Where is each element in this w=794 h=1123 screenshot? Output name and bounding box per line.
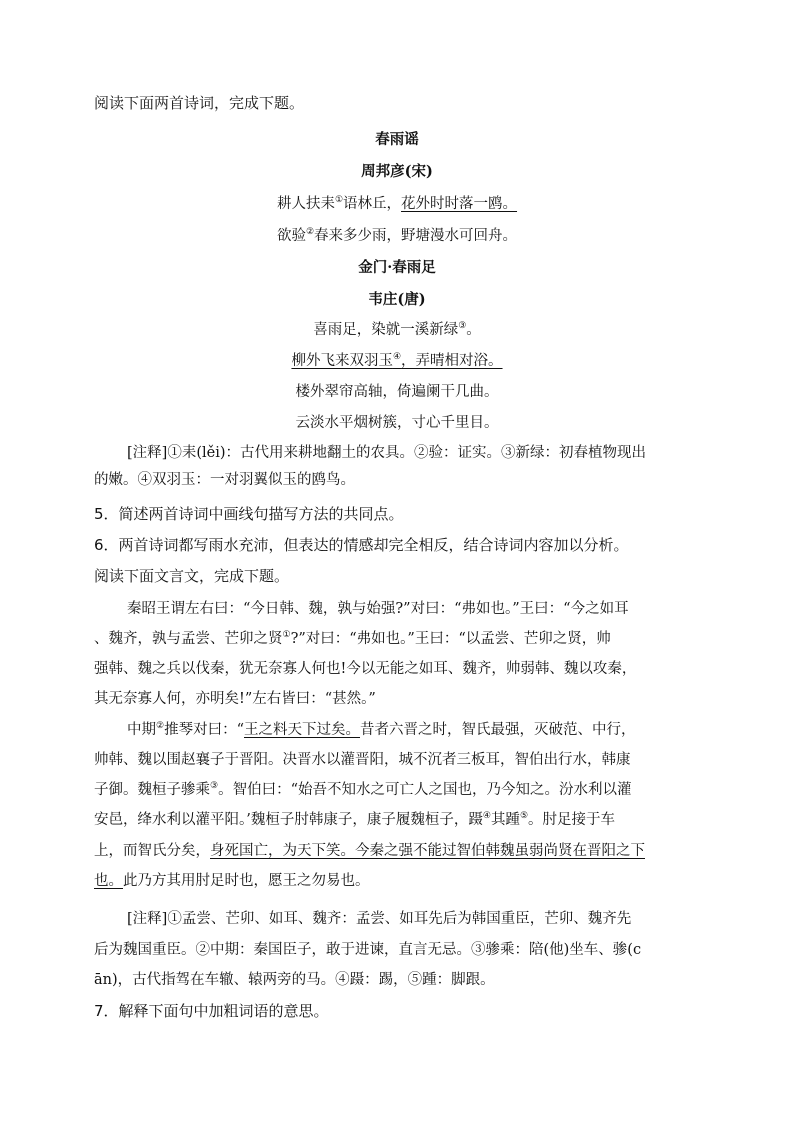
text-segment: 昔者六晋之时，智氏最强，灭破范、中行， [360,722,636,738]
footnote-marker: ① [282,630,291,641]
text-segment: 上，而智氏分矣， [94,843,210,859]
text-segment: 。 [466,322,481,338]
poem2-line2 [0,349,794,370]
prose-para2-line4 [94,808,615,829]
prose-para2-line2: 帅韩、魏以围赵襄子于晋阳。决晋水以灌晋阳，城不沉者三板耳，智伯出行水，韩康 [94,752,631,768]
poem2-line1 [0,318,794,339]
poem1-line2 [0,224,794,245]
poem1-author: 周邦彦(宋) [361,163,433,180]
prose-notes-line3: ān)，古代指驾在车辙、辕两旁的马。④蹑：踢，⑤踵：脚跟。 [94,972,495,988]
question-6: 6．两首诗词都写雨水充沛，但表达的情感却完全相反，结合诗词内容加以分析。 [94,536,629,554]
poem2-title: 金门·春雨足 [358,259,436,276]
text-segment: ，弄晴相对浴。 [401,353,503,369]
underlined-sentence: 也。 [94,873,123,889]
question-5: 5．简述两首诗词中画线句描写方法的共同点。 [94,505,404,523]
text-segment: 语林丘， [343,196,402,212]
underlined-line [291,353,502,369]
prose-para2-line5 [94,839,645,860]
poem2-author: 韦庄(唐) [368,291,426,308]
poem-notes-line1: [注释]①耒(lěi)：古代用来耕地翻土的农具。②验：证实。③新绿：初春植物现出 [127,445,646,461]
text-segment: 推琴对曰：“ [164,722,244,738]
footnote-marker: ③ [458,321,467,332]
underlined-sentence: 王之料天下过矣。 [244,722,360,738]
poem2-line4: 云淡水平烟树簇，寸心千里目。 [295,415,499,431]
question-7: 7．解释下面句中加粗词语的意思。 [94,1002,329,1020]
text-segment: 喜雨足，染就一溪新绿 [313,322,459,338]
prose-para1-line4: 其无奈寡人何，亦明矣!”左右皆曰：“甚然。” [94,691,376,707]
prose-notes-line1: [注释]①孟尝、芒卯、如耳、魏齐：孟尝、如耳先后为韩国重臣，芒卯、魏齐先 [127,911,632,927]
underlined-line: 花外时时落一鸥。 [401,196,518,212]
text-segment: 。智伯曰：“始吾不知水之可亡人之国也，乃今知之。汾水利以灌 [218,782,632,798]
footnote-marker: ① [334,195,344,206]
footnote-marker: ④ [482,811,491,822]
prose-para1-line1: 秦昭王谓左右曰：“今日韩、魏，孰与始强?”对曰：“弗如也。”王曰：“今之如耳 [127,601,629,617]
text-segment: 春来多少雨，野塘漫水可回舟。 [314,228,518,244]
prose-para1-line3: 强韩、魏之兵以伐秦，犹无奈寡人何也!今以无能之如耳、魏齐，帅弱韩、魏以攻秦， [94,661,637,677]
prose-para2-line6 [94,869,370,890]
poem1-title: 春雨谣 [375,131,419,148]
text-segment: 、魏齐，孰与孟尝、芒卯之贤 [94,631,283,647]
text-segment: 。肘足接于车 [528,812,616,828]
poem-section-intro: 阅读下面两首诗词，完成下题。 [94,94,305,112]
text-segment: 子御。魏桓子骖乘 [94,782,210,798]
footnote-marker: ② [156,721,165,732]
text-segment: 柳外飞来双羽玉 [291,353,393,369]
text-segment: 其踵 [490,812,520,828]
poem-notes-line2: 的嫩。④双羽玉：一对羽翼似玉的鸥鸟。 [94,472,355,488]
footnote-marker: ④ [392,352,402,363]
underlined-sentence: 身死国亡，为天下笑。今秦之强不能过智伯韩魏虽弱尚贤在晋阳之下 [210,843,645,859]
text-segment: 耕人扶耒 [276,196,335,212]
prose-para2-line1 [127,718,636,739]
text-segment: ?”对曰：“弗如也。”王曰：“以孟尝、芒卯之贤，帅 [290,631,611,647]
prose-para2-line3 [94,778,632,799]
footnote-marker: ③ [210,781,219,792]
poem1-line1 [0,192,794,213]
poem2-line3: 楼外翠帘高轴，倚遍阑干几曲。 [295,384,499,400]
prose-para1-line2 [94,627,611,648]
footnote-marker: ② [305,227,315,238]
text-segment: 欲验 [276,228,306,244]
text-segment: 安邑，绛水利以灌平阳。’魏桓子肘韩康子，康子履魏桓子，蹑 [94,812,483,828]
prose-section-intro: 阅读下面文言文，完成下题。 [94,567,290,585]
text-segment: 中期 [127,722,156,738]
text-segment: 此乃方其用肘足时也，愿王之勿易也。 [123,873,370,889]
prose-notes-line2: 后为魏国重臣。②中期：秦国臣子，敢于进谏，直言无忌。③骖乘：陪(他)坐车、骖(c [94,942,642,958]
footnote-marker: ⑤ [519,811,529,822]
